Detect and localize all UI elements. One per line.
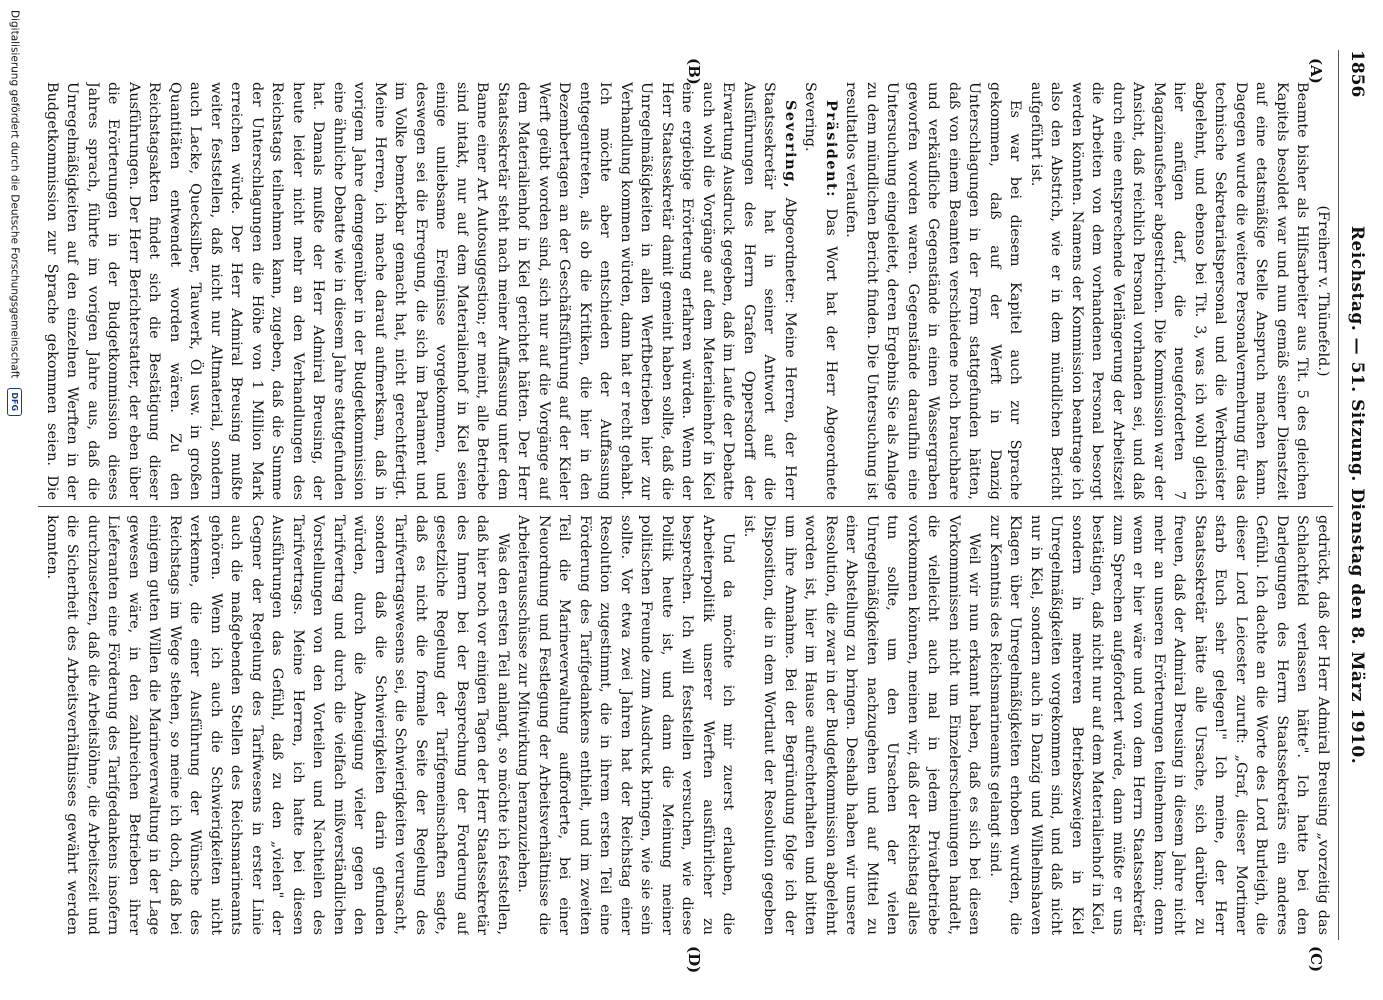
left-column	[40, 82, 1333, 500]
paragraph: Was den ersten Teil anlangt, so möchte ich feststellen, daß hier noch vor einigen Tagen der Herr Staatssekretär des Innern bei der Besprechung der Forderung auf gesetzliche Regelung der Tarifgemeinschaften sagte, daß es nicht die formale Seite der Regelung des Tarifvertragswesens sei, die Schwierigkeiten verursacht, sondern daß die Schwierigkeiten darin gefunden würden, durch die Abneigung vieler gegen den Tarifvertrag und durch die vielfach mißverständlichen Vorstellungen von den Vorteilen und Nachteilen des Tarifvertrags. Meine Herren, ich hatte bei diesen Ausführungen das Gefühl, daß zu den „vielen" der Gegner der Regelung des Tarifwesens in erster Linie auch die maßgebenden Stellen des Reichsmarineamts gehören. Wenn ich auch die Schwierigkeiten nicht verkenne, die einer Ausführung der Wünsche des Reichstags im Wege stehen, so meine ich doch, daß bei einigem guten Willen die Marineverwaltung in der Lage gewesen wäre, in den zahlreichen Betrieben ihrer Lieferanten eine Förderung des Tarifgedankens insofern durchzusetzen, daß die Arbeitslöhne, die Arbeitszeit und die Sicherheit des Arbeitsverhältnisses gewährt werden konnten.	[44, 515, 511, 935]
page-header	[1341, 50, 1371, 940]
credit-text: Digitalisierung gefördert durch die Deutsche Forschungsgemeinschaft	[8, 10, 21, 379]
paragraph: Und da möchte ich mir zuerst erlauben, die Arbeiterpolitik unserer Werften ausführlicher zu besprechen. Ich will feststellen versuchen, wie diese Politik heute ist, und dann die Meinung meiner politischen Freunde zum Ausdruck bringen, wie sie sein sollte. Vor etwa zwei Jahren hat der Reichstag einer Resolution zugestimmt, die in ihrem ersten Teil eine Förderung des Tarifgedankens enthielt, und im zweiten Teil die Marineverwaltung aufforderte, bei einer Neuordnung und Festlegung der Arbeitsverhältnisse die Arbeiterausschüsse zur Mitwirkung heranzuziehen.	[515, 515, 737, 935]
paragraph: gedrückt, daß der Herr Admiral Breusing „vorzeitig das Schlachtfeld verlassen hätte". Ich hatte bei den Darlegungen des Herrn Staatssekretärs ein anderes Gefühl. Ich dachte an die Worte des Lord Burleigh, die dieser Lord Leicester zuruft: „Graf, dieser Mortimer starb Euch sehr gelegen!" Ich meine, der Herr Staatssekretär hätte alle Ursache, sich darüber zu freuen, daß der Admiral Breusing in diesem Jahre nicht mehr an unseren Erörterungen teilnehmen kann; denn wenn er hier wäre und von dem Herrn Staatssekretär zum Sprechen aufgefordert würde, dann müßte er uns bestätigen, daß nicht nur auf dem Materialienhof in Kiel, sondern in mehreren Betriebszweigen in Kiel Unregelmäßigkeiten vorgekommen sind, und daß nicht nur in Kiel, sondern auch in Danzig und Wilhelmshaven Klagen über Unregelmäßigkeiten erhoben wurden, die zur Kenntnis des Reichsmarineamts gelangt sind.	[987, 515, 1331, 935]
speech-text: Abgeordneter: Meine Herren, der Herr	[782, 197, 798, 500]
speech-text: Das Wort hat der Herr Abgeordnete Severing.	[802, 82, 839, 500]
running-title: Reichstag. — 51. Sitzung. Dienstag den 8. März 1910.	[1347, 225, 1367, 765]
margin-marker-a: (A)	[1307, 58, 1325, 84]
speaker-label: Severing,	[782, 100, 799, 190]
margin-marker-b: (B)	[685, 58, 703, 85]
margin-marker-d: (D)	[685, 946, 703, 974]
speaker-continued: (Freiherr v. Thünefeld.)	[1315, 205, 1331, 377]
right-column	[40, 515, 1333, 935]
margin-marker-c: (C)	[1307, 946, 1325, 973]
header-rule	[1338, 50, 1339, 940]
severing-paragraph	[40, 82, 800, 500]
digitization-credit	[6, 0, 22, 1000]
speech-text: Staatssekretär hat in seiner Antwort auf die Ausführungen des Herrn Grafen Oppersdorff der Erwartung Ausdruck gegeben, daß im Laufe der Debatte auch wohl die Vorgänge auf dem Materialienhof in Kiel eine ergiebige Erörterung erfahren würden. Wenn der Herr Staatssekretär damit gemeint haben sollte, daß die Unregelmäßigkeiten in allen Werftbetrieben hier zur Verhandlung kommen würden, dann hat er recht gehabt. Ich möchte aber entschieden der Auffassung entgegentreten, als ob die Kritiken, die hier in den Dezembertagen an der Geschäftsführung auf der Kieler Werft geübt worden sind, sich nur auf die Vorgänge auf dem Materialienhof in Kiel gerichtet hätten. Der Herr Staatssekretär steht nach meiner Auffassung unter dem Banne einer Art Autosuggestion; er meint, alle Betriebe sind intakt, nur auf dem Materialienhof in Kiel seien einige unliebsame Ereignisse vorgekommen, und deswegen sei die Erregung, die sich im Parlament und im Volke bemerkbar gemacht hat, nicht gerechtfertigt. Meine Herren, ich mache darauf aufmerksam, daß in vorigem Jahre demgegenüber in der Budgetkommission eine ähnliche Debatte wie in diesem Jahre stattgefunden hat. Damals mußte der Herr Admiral Breusing, der heute leider nicht mehr an den Verhandlungen des Reichstags teilnehmen kann, zugeben, daß die Summe der Unterschlagungen die Höhe von 1 Million Mark erreichen würde. Der Herr Admiral Breusing mußte weiter feststellen, daß nicht nur Altmaterial, sondern auch Lacke, Quecksilber, Tauwerk, Öl usw. in großen Quantitäten entwendet worden wären. Zu den Reichstagsakten findet sich die Bestätigung dieser Ausführungen. Der Herr Berichterstatter, der eben über die Erörterungen in der Budgetkommission dieses Jahres sprach, führte im vorigen Jahre aus, daß die Unregelmäßigkeiten auf den einzelnen Werften in der Budgetkommission zur Sprache gekommen seien. Die	[44, 82, 778, 500]
speaker-label: Präsident:	[823, 100, 840, 198]
president-paragraph	[800, 82, 841, 500]
column-divider	[38, 506, 1333, 507]
paragraph: Weil wir nun erkannt haben, daß es sich bei diesen Vorkommnissen nicht um Einzelerscheinungen handelt, die vielleicht auch mal in jedem Privatbetriebe vorkommen können, meinen wir, daß der Reichstag alles tun sollte, um den Ursachen der vielen Unregelmäßigkeiten nachzugehen und auf Mittel zu einer Abstellung zu bringen. Deshalb haben wir unsere Resolution, die zwar in der Budgetkommission abgelehnt worden ist, hier im Hause aufrechterhalten und bitten um ihre Annahme. Bei der Begründung folge ich der Disposition, die in dem Wortlaut der Resolution gegeben ist.	[741, 515, 983, 935]
paragraph: Beamte bisher als Hilfsarbeiter aus Tit. 5 des gleichen Kapitels besoldet war und nun gemäß seiner Dienstzeit auf eine etatsmäßige Stelle Anspruch machen kann. Dagegen wurde die weitere Personalvermehrung für das technische Sekretariatspersonal und die Werkmeister abgelehnt, und ebenso bei Tit. 3, was ich wohl gleich hier anfügen darf, die neugeforderten 7 Magazinaufseher abgestrichen. Die Kommission war der Ansicht, daß reichlich Personal vorhanden sei, und daß durch eine entsprechende Verlängerung der Arbeitszeit die Arbeiten von dem vorhandenen Personal besorgt werden könnten. Namens der Kommission beantrage ich also den Abstrich, wie er in dem mündlichen Bericht aufgeführt ist.	[1028, 82, 1311, 500]
paragraph: Es war bei diesem Kapitel auch zur Sprache gekommen, daß auf der Werft in Danzig Unterschlagungen in der Form stattgefunden hätten, daß von einem Beamten verschiedene noch brauchbare und verkäufliche Gegenstände in einen Wassergraben geworfen worden waren. Gegenstände daraufhin eine Untersuchung eingeleitet, deren Ergebnis Sie als Anlage zu dem mündlichen Bericht finden. Die Untersuchung ist resultatlos verlaufen.	[843, 82, 1024, 500]
page-number: 1856	[1347, 50, 1367, 98]
dfg-logo-icon: DFG	[7, 388, 22, 416]
